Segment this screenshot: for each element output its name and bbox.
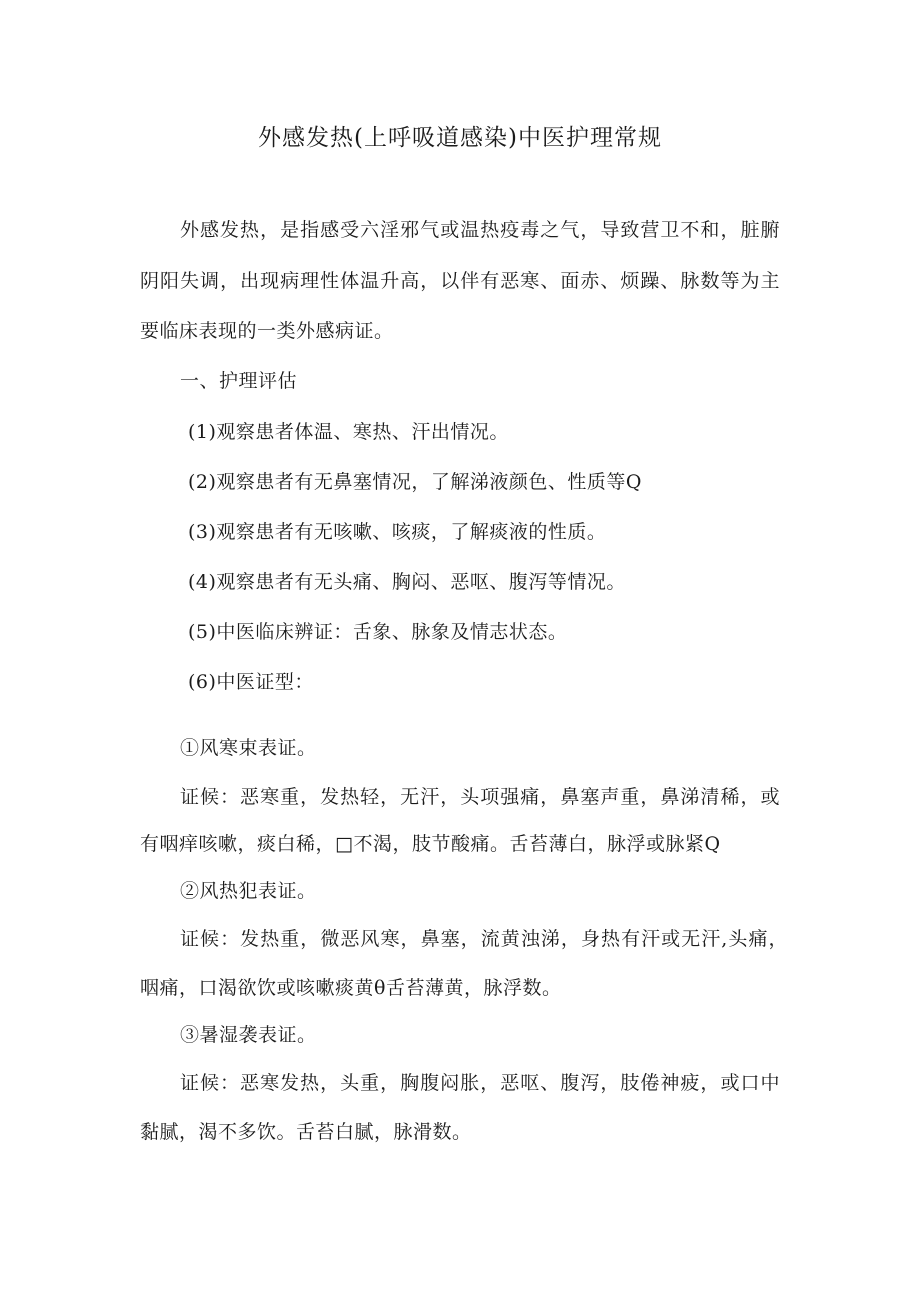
syndrome-symptoms-line: 证候：恶寒发热，头重，胸腹闷胀，恶呕、腹泻，肢倦神疲，或口中: [180, 1072, 780, 1094]
assessment-item: (6)中医证型：: [188, 671, 314, 693]
syndrome-symptoms-line: 证候：发热重，微恶风寒，鼻塞，流黄浊涕，身热有汗或无汗,头痛，: [180, 928, 788, 950]
syndrome-name: ③暑湿袭表证。: [180, 1024, 317, 1046]
syndrome-symptoms-line: 黏腻，渴不多饮。舌苔白腻，脉滑数。: [140, 1121, 472, 1143]
document-title: 外感发热(上呼吸道感染)中医护理常规: [258, 125, 662, 151]
syndrome-name: ①风寒束表证。: [180, 737, 317, 759]
assessment-item: (4)观察患者有无头痛、胸闷、恶呕、腹泻等情况。: [188, 571, 626, 593]
assessment-item: (5)中医临床辨证：舌象、脉象及情志状态。: [188, 621, 568, 643]
syndrome-symptoms-line: 有咽痒咳嗽，痰白稀，□不渴，肢节酸痛。舌苔薄白，脉浮或脉紧Q: [140, 833, 721, 855]
syndrome-name: ②风热犯表证。: [180, 880, 317, 902]
intro-line-1: 外感发热，是指感受六淫邪气或温热疫毒之气，导致营卫不和，脏腑: [180, 219, 780, 241]
intro-line-3: 要临床表现的一类外感病证。: [140, 320, 394, 342]
syndrome-symptoms-line: 证候：恶寒重，发热轻，无汗，头项强痛，鼻塞声重，鼻涕清稀，或: [180, 786, 780, 808]
section-heading: 一、护理评估: [180, 370, 298, 392]
assessment-item: (3)观察患者有无咳嗽、咳痰，了解痰液的性质。: [188, 521, 607, 543]
intro-line-2: 阴阳失调，出现病理性体温升高，以伴有恶寒、面赤、烦躁、脉数等为主: [140, 270, 780, 292]
assessment-item: (1)观察患者体温、寒热、汗出情况。: [188, 421, 509, 443]
assessment-item: (2)观察患者有无鼻塞情况，了解涕液颜色、性质等Q: [188, 471, 642, 493]
syndrome-symptoms-line: 咽痛，口渴欲饮或咳嗽痰黄θ舌苔薄黄，脉浮数。: [140, 977, 562, 999]
